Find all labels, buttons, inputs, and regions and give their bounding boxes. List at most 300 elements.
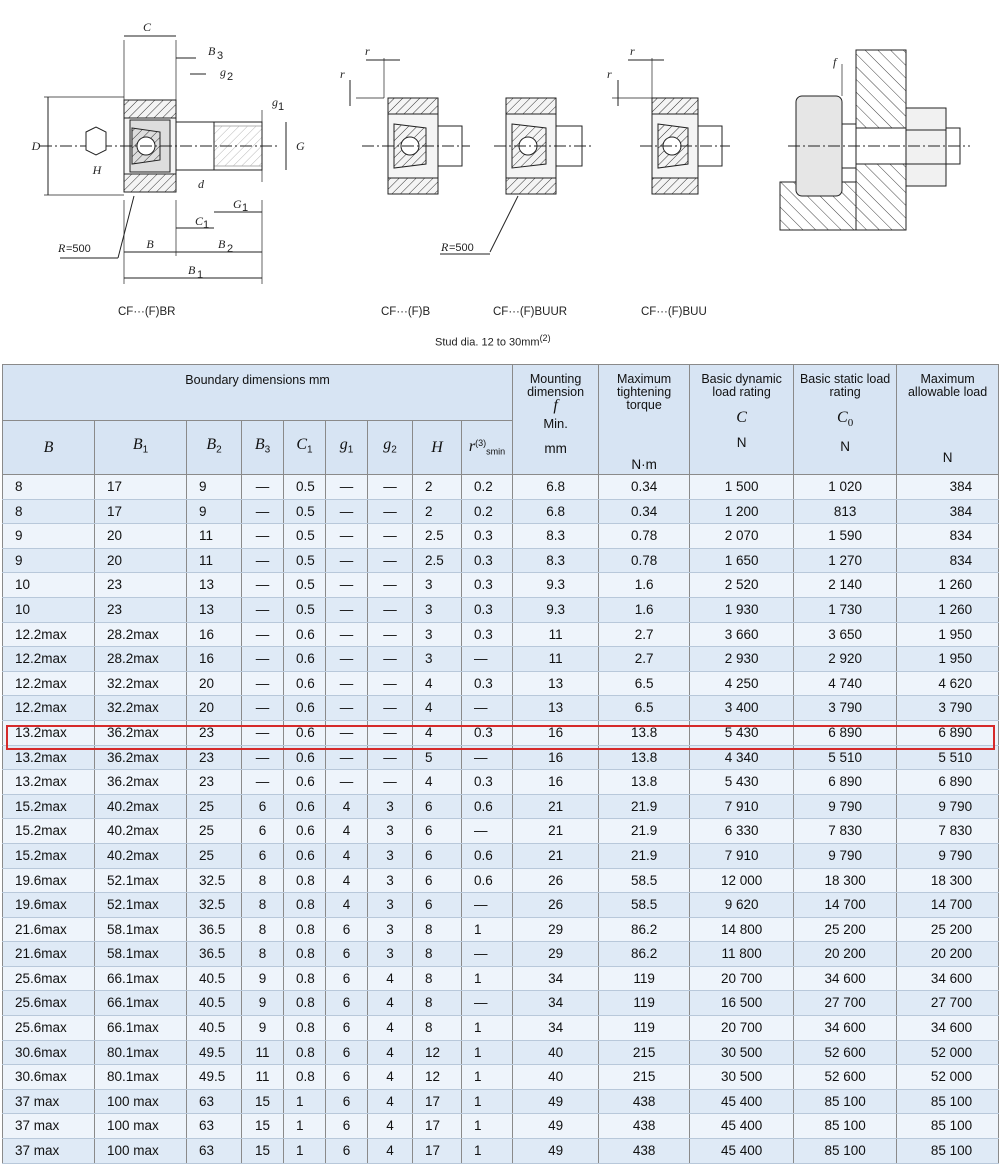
table-cell: 0.3 xyxy=(462,671,513,696)
svg-text:r: r xyxy=(630,44,635,58)
table-cell: 1 730 xyxy=(794,597,897,622)
table-cell: 85 100 xyxy=(794,1114,897,1139)
table-row xyxy=(3,1089,999,1114)
table-cell: 2 xyxy=(413,499,462,524)
drawing-cf-fbuu xyxy=(612,58,730,194)
table-cell: 17 xyxy=(95,475,187,500)
table-cell: — xyxy=(242,720,284,745)
col-H xyxy=(413,421,462,475)
table-cell: 1 xyxy=(462,1016,513,1041)
table-row xyxy=(3,622,999,647)
table-cell: 6 xyxy=(413,868,462,893)
table-cell: 37 max xyxy=(3,1089,95,1114)
table-cell: 1 020 xyxy=(794,475,897,500)
table-cell: 4 xyxy=(326,794,368,819)
table-cell: 6.8 xyxy=(513,499,599,524)
table-cell: 0.6 xyxy=(284,720,326,745)
table-cell: 19.6max xyxy=(3,893,95,918)
table-cell: 15 xyxy=(242,1089,284,1114)
drawing-cf-fbuu-labels xyxy=(607,44,635,81)
table-cell: 3 790 xyxy=(794,696,897,721)
table-cell: 0.5 xyxy=(284,548,326,573)
table-cell: 1 xyxy=(462,1139,513,1164)
table-cell: — xyxy=(326,745,368,770)
table-cell: — xyxy=(326,524,368,549)
table-cell: 0.6 xyxy=(284,671,326,696)
col-g1-sub: 1 xyxy=(347,444,354,456)
col-B1 xyxy=(95,421,187,475)
table-cell: — xyxy=(326,622,368,647)
table-cell: 15.2max xyxy=(3,794,95,819)
svg-text:1: 1 xyxy=(242,202,249,214)
caption-cf-fbuur: CF···(F)BUUR xyxy=(493,306,568,318)
table-cell: 30.6max xyxy=(3,1065,95,1090)
table-cell: 13 xyxy=(187,597,242,622)
table-cell: 20 xyxy=(187,696,242,721)
drawing-cf-fb-labels xyxy=(340,44,370,81)
table-cell: 6 890 xyxy=(897,720,999,745)
table-cell: 9 790 xyxy=(897,843,999,868)
table-cell: — xyxy=(326,647,368,672)
table-cell: 12.2max xyxy=(3,622,95,647)
table-cell: 9 790 xyxy=(794,843,897,868)
table-cell: 0.6 xyxy=(284,745,326,770)
col-B1-symbol: B xyxy=(132,436,143,454)
table-cell: — xyxy=(326,671,368,696)
svg-text:r: r xyxy=(340,67,345,81)
table-cell: 5 430 xyxy=(690,720,794,745)
svg-text:r: r xyxy=(365,44,370,58)
table-cell: 6 890 xyxy=(794,770,897,795)
col-g2 xyxy=(368,421,413,475)
caption-cf-fbr: CF···(F)BR xyxy=(118,306,176,318)
table-cell: 4 250 xyxy=(690,671,794,696)
table-cell: 3 400 xyxy=(690,696,794,721)
table-cell: 0.5 xyxy=(284,475,326,500)
table-cell: 0.6 xyxy=(462,868,513,893)
table-cell: 384 xyxy=(897,499,999,524)
svg-text:f: f xyxy=(833,55,837,69)
svg-text:G: G xyxy=(296,139,305,153)
table-cell: — xyxy=(242,770,284,795)
table-cell: 30 500 xyxy=(690,1065,794,1090)
table-cell: 52 000 xyxy=(897,1065,999,1090)
table-cell: — xyxy=(462,696,513,721)
table-cell: 10 xyxy=(3,573,95,598)
table-cell: 100 max xyxy=(95,1114,187,1139)
table-cell: 3 xyxy=(368,917,413,942)
table-cell: 9 xyxy=(3,524,95,549)
table-cell: 15.2max xyxy=(3,819,95,844)
table-cell: 13.8 xyxy=(599,770,690,795)
table-cell: 63 xyxy=(187,1139,242,1164)
table-cell: 4 xyxy=(368,991,413,1016)
col-B xyxy=(3,421,95,475)
table-cell: 20 200 xyxy=(794,942,897,967)
table-cell: 119 xyxy=(599,1016,690,1041)
table-cell: 49.5 xyxy=(187,1040,242,1065)
table-cell: 18 300 xyxy=(897,868,999,893)
torque-unit: N·m xyxy=(631,457,657,472)
dynamic-rating-header xyxy=(690,365,794,475)
table-cell: — xyxy=(242,524,284,549)
table-cell: 85 100 xyxy=(897,1139,999,1164)
table-cell: 0.5 xyxy=(284,524,326,549)
table-cell: — xyxy=(368,548,413,573)
table-cell: 4 xyxy=(368,966,413,991)
table-row xyxy=(3,745,999,770)
table-cell: 80.1max xyxy=(95,1040,187,1065)
table-cell: 6 xyxy=(326,1139,368,1164)
table-cell: 21 xyxy=(513,819,599,844)
table-cell: 6 xyxy=(413,893,462,918)
table-cell: 6 xyxy=(242,794,284,819)
table-cell: 14 800 xyxy=(690,917,794,942)
table-cell: 21.9 xyxy=(599,819,690,844)
col-B2-symbol: B xyxy=(206,436,217,454)
svg-text:g: g xyxy=(220,65,226,79)
table-cell: 36.5 xyxy=(187,917,242,942)
table-cell: 40.5 xyxy=(187,966,242,991)
table-cell: 834 xyxy=(897,524,999,549)
table-cell: 21.6max xyxy=(3,917,95,942)
table-cell: 40.5 xyxy=(187,991,242,1016)
table-cell: 63 xyxy=(187,1089,242,1114)
svg-text:1: 1 xyxy=(278,101,285,113)
table-cell: 11 xyxy=(187,548,242,573)
table-cell: 28.2max xyxy=(95,622,187,647)
table-cell: 85 100 xyxy=(794,1089,897,1114)
table-cell: 34 xyxy=(513,991,599,1016)
table-cell: 26 xyxy=(513,868,599,893)
table-cell: 13.2max xyxy=(3,745,95,770)
table-cell: 0.5 xyxy=(284,597,326,622)
table-cell: 1 xyxy=(462,1114,513,1139)
table-cell: 6.5 xyxy=(599,671,690,696)
table-cell: — xyxy=(368,647,413,672)
table-cell: 834 xyxy=(897,548,999,573)
mounting-title: Mounting dimension xyxy=(527,372,585,399)
table-cell: 11 800 xyxy=(690,942,794,967)
table-cell: 40.2max xyxy=(95,819,187,844)
table-cell: 14 700 xyxy=(794,893,897,918)
torque-header xyxy=(599,365,690,475)
table-cell: 40.2max xyxy=(95,843,187,868)
table-cell: — xyxy=(242,745,284,770)
svg-text:=500: =500 xyxy=(66,243,91,255)
table-cell: 3 xyxy=(368,942,413,967)
drawing-mounted-assembly xyxy=(780,50,970,230)
table-cell: 20 700 xyxy=(690,966,794,991)
table-cell: 26 xyxy=(513,893,599,918)
table-cell: — xyxy=(462,647,513,672)
table-row xyxy=(3,1065,999,1090)
table-cell: 8 xyxy=(413,991,462,1016)
table-row xyxy=(3,720,999,745)
dynamic-title: Basic dynamic load rating xyxy=(701,372,782,399)
table-cell: 2.5 xyxy=(413,524,462,549)
table-cell: 1 xyxy=(462,1065,513,1090)
svg-text:1: 1 xyxy=(197,269,204,281)
table-cell: 0.8 xyxy=(284,966,326,991)
table-cell: 0.6 xyxy=(462,794,513,819)
table-cell: 6 xyxy=(326,1089,368,1114)
table-row xyxy=(3,1114,999,1139)
table-cell: 0.5 xyxy=(284,573,326,598)
col-r xyxy=(462,421,513,475)
table-cell: 34 600 xyxy=(897,1016,999,1041)
table-cell: 6 xyxy=(413,843,462,868)
table-cell: 6 xyxy=(326,1114,368,1139)
drawing-mounted-assembly-labels xyxy=(833,55,838,69)
table-cell: 0.8 xyxy=(284,942,326,967)
table-cell: 0.3 xyxy=(462,524,513,549)
col-g2-sub: 2 xyxy=(391,444,397,456)
allowable-title: Maximum allowable load xyxy=(907,372,988,399)
table-cell: 100 max xyxy=(95,1089,187,1114)
table-cell: 37 max xyxy=(3,1114,95,1139)
table-cell: 0.8 xyxy=(284,1040,326,1065)
table-cell: 8 xyxy=(413,1016,462,1041)
table-cell: — xyxy=(368,696,413,721)
table-row xyxy=(3,1040,999,1065)
table-cell: 0.6 xyxy=(284,696,326,721)
table-cell: 9 790 xyxy=(794,794,897,819)
table-cell: 215 xyxy=(599,1065,690,1090)
table-cell: 66.1max xyxy=(95,966,187,991)
table-row xyxy=(3,819,999,844)
col-B3 xyxy=(242,421,284,475)
table-cell: 45 400 xyxy=(690,1139,794,1164)
table-cell: 2 xyxy=(413,475,462,500)
table-cell: 119 xyxy=(599,966,690,991)
table-cell: 8 xyxy=(413,917,462,942)
mounting-min: Min. xyxy=(543,416,568,431)
table-cell: 32.5 xyxy=(187,893,242,918)
table-cell: 49 xyxy=(513,1114,599,1139)
table-cell: 34 xyxy=(513,966,599,991)
static-symbol: C xyxy=(837,409,848,426)
table-cell: 49 xyxy=(513,1139,599,1164)
table-cell: 4 xyxy=(413,770,462,795)
table-cell: 0.3 xyxy=(462,622,513,647)
col-H-symbol: H xyxy=(431,438,443,456)
drawing-cf-fbuur-labels xyxy=(440,240,474,254)
table-cell: 40 xyxy=(513,1040,599,1065)
col-B-symbol: B xyxy=(43,438,54,456)
drawing-cf-fb xyxy=(350,58,470,194)
table-cell: 25 xyxy=(187,819,242,844)
table-cell: 4 xyxy=(368,1089,413,1114)
table-cell: 1 950 xyxy=(897,647,999,672)
table-cell: 34 600 xyxy=(897,966,999,991)
table-cell: 36.2max xyxy=(95,720,187,745)
svg-text:B: B xyxy=(188,263,196,277)
table-cell: 19.6max xyxy=(3,868,95,893)
table-cell: 13.8 xyxy=(599,745,690,770)
table-cell: 2.7 xyxy=(599,622,690,647)
table-cell: — xyxy=(368,573,413,598)
table-cell: 32.5 xyxy=(187,868,242,893)
table-cell: 21 xyxy=(513,794,599,819)
table-cell: 5 430 xyxy=(690,770,794,795)
table-cell: 25.6max xyxy=(3,1016,95,1041)
table-cell: 9 xyxy=(187,499,242,524)
table-cell: 52 600 xyxy=(794,1040,897,1065)
table-cell: 25 xyxy=(187,794,242,819)
table-cell: 1 xyxy=(284,1139,326,1164)
table-cell: 6 xyxy=(326,942,368,967)
table-cell: 58.5 xyxy=(599,893,690,918)
table-cell: 3 650 xyxy=(794,622,897,647)
svg-text:1: 1 xyxy=(203,219,210,231)
table-cell: 0.6 xyxy=(284,770,326,795)
table-cell: 8.3 xyxy=(513,524,599,549)
table-cell: 2.5 xyxy=(413,548,462,573)
table-cell: 8 xyxy=(413,942,462,967)
boundary-dimensions-header: Boundary dimensions mm xyxy=(3,365,513,421)
table-cell: — xyxy=(242,499,284,524)
col-B1-sub: 1 xyxy=(142,444,149,456)
figure-subtitle-note: (2) xyxy=(539,333,551,343)
table-row xyxy=(3,794,999,819)
figure-subtitle xyxy=(435,333,551,349)
table-cell: 0.6 xyxy=(284,819,326,844)
table-body xyxy=(3,475,999,1164)
table-cell: 1 260 xyxy=(897,573,999,598)
table-cell: — xyxy=(368,622,413,647)
table-cell: 7 830 xyxy=(794,819,897,844)
table-cell: — xyxy=(242,597,284,622)
col-g1-symbol: g xyxy=(339,436,348,454)
table-row xyxy=(3,573,999,598)
table-cell: 11 xyxy=(242,1040,284,1065)
table-cell: 0.8 xyxy=(284,893,326,918)
table-cell: 25 200 xyxy=(794,917,897,942)
table-cell: 30.6max xyxy=(3,1040,95,1065)
static-symbol-sub: 0 xyxy=(847,417,854,430)
table-cell: 3 xyxy=(368,868,413,893)
table-cell: 119 xyxy=(599,991,690,1016)
table-cell: 4 xyxy=(413,720,462,745)
table-cell: 49.5 xyxy=(187,1065,242,1090)
table-cell: 0.8 xyxy=(284,1016,326,1041)
table-cell: 23 xyxy=(187,770,242,795)
table-cell: 1 930 xyxy=(690,597,794,622)
svg-text:D: D xyxy=(31,139,41,153)
table-cell: 0.8 xyxy=(284,1065,326,1090)
table-cell: — xyxy=(462,893,513,918)
table-cell: — xyxy=(326,770,368,795)
table-cell: 2 920 xyxy=(794,647,897,672)
table-row xyxy=(3,597,999,622)
table-cell: 21.9 xyxy=(599,843,690,868)
table-cell: 13 xyxy=(513,696,599,721)
table-cell: 0.3 xyxy=(462,597,513,622)
table-cell: 12 xyxy=(413,1040,462,1065)
table-row xyxy=(3,475,999,500)
table-cell: 8 xyxy=(242,917,284,942)
table-cell: 8 xyxy=(242,893,284,918)
table-cell: — xyxy=(326,573,368,598)
table-cell: — xyxy=(242,622,284,647)
table-cell: — xyxy=(326,499,368,524)
table-cell: 1 xyxy=(462,1040,513,1065)
table-cell: 6 xyxy=(326,917,368,942)
table-cell: 0.34 xyxy=(599,475,690,500)
table-cell: 438 xyxy=(599,1089,690,1114)
table-cell: 4 xyxy=(326,819,368,844)
table-cell: 4 xyxy=(413,671,462,696)
col-C1-symbol: C xyxy=(296,436,308,454)
svg-text:r: r xyxy=(607,67,612,81)
table-cell: 9.3 xyxy=(513,597,599,622)
table-cell: 34 600 xyxy=(794,1016,897,1041)
table-cell: 4 740 xyxy=(794,671,897,696)
table-row xyxy=(3,893,999,918)
table-cell: 9 xyxy=(187,475,242,500)
table-cell: 4 xyxy=(326,893,368,918)
table-cell: 4 xyxy=(368,1016,413,1041)
table-cell: 5 xyxy=(413,745,462,770)
table-cell: 30 500 xyxy=(690,1040,794,1065)
bearing-dimension-table xyxy=(2,364,999,1164)
table-cell: 17 xyxy=(413,1139,462,1164)
table-cell: 45 400 xyxy=(690,1114,794,1139)
table-cell: 3 xyxy=(413,647,462,672)
table-cell: 9 xyxy=(242,1016,284,1041)
table-cell: 36.2max xyxy=(95,770,187,795)
table-cell: 6 xyxy=(413,794,462,819)
table-cell: 9.3 xyxy=(513,573,599,598)
table-cell: 13 xyxy=(513,671,599,696)
table-cell: 6 890 xyxy=(897,770,999,795)
table-cell: 0.3 xyxy=(462,573,513,598)
svg-text:3: 3 xyxy=(217,50,224,62)
table-cell: 6 xyxy=(326,1065,368,1090)
table-cell: 85 100 xyxy=(897,1089,999,1114)
col-C1-sub: 1 xyxy=(307,444,313,456)
table-cell: 11 xyxy=(513,647,599,672)
table-cell: 12 000 xyxy=(690,868,794,893)
table-cell: 4 xyxy=(368,1065,413,1090)
table-cell: 52 000 xyxy=(897,1040,999,1065)
table-cell: — xyxy=(368,720,413,745)
table-cell: 5 510 xyxy=(794,745,897,770)
table-cell: — xyxy=(462,991,513,1016)
table-cell: 23 xyxy=(95,597,187,622)
table-cell: 20 xyxy=(95,524,187,549)
table-cell: 9 xyxy=(242,991,284,1016)
table-cell: — xyxy=(368,770,413,795)
table-cell: 11 xyxy=(513,622,599,647)
table-cell: 14 700 xyxy=(897,893,999,918)
table-cell: 11 xyxy=(242,1065,284,1090)
table-cell: 58.1max xyxy=(95,917,187,942)
table-cell: 3 xyxy=(413,597,462,622)
table-cell: 9 xyxy=(242,966,284,991)
table-cell: 45 400 xyxy=(690,1089,794,1114)
table-cell: — xyxy=(242,696,284,721)
table-cell: 100 max xyxy=(95,1139,187,1164)
table-cell: 0.2 xyxy=(462,475,513,500)
table-cell: 2 070 xyxy=(690,524,794,549)
table-cell: 0.6 xyxy=(284,794,326,819)
table-cell: 12.2max xyxy=(3,696,95,721)
table-cell: 21.6max xyxy=(3,942,95,967)
table-cell: 4 xyxy=(413,696,462,721)
table-cell: 20 xyxy=(187,671,242,696)
